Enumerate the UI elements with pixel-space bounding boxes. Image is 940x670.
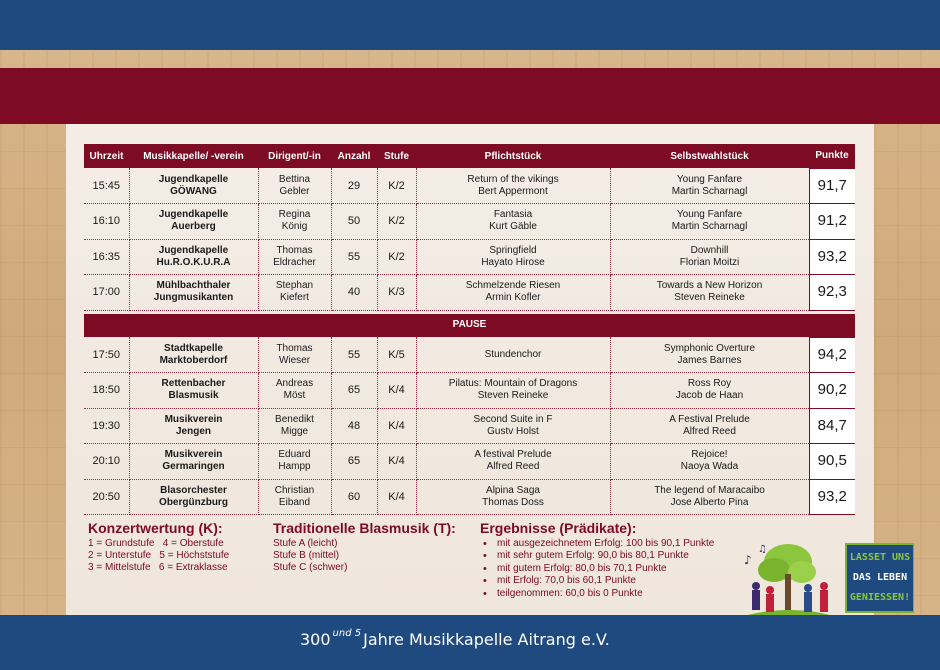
cell-conductor-text: Regina — [278, 209, 311, 221]
cell-choice-text: Martin Scharnagl — [671, 221, 748, 233]
cell-compulsory — [416, 408, 610, 444]
results-list — [480, 538, 714, 600]
cell-conductor — [258, 239, 331, 275]
cell-time-text: 20:50 — [92, 490, 121, 503]
footer-prefix: 300 — [300, 630, 331, 649]
cell-level-text: K/2 — [388, 179, 405, 192]
cell-time-text: 16:10 — [92, 215, 121, 228]
header-choice: Selbstwahlstück — [610, 144, 809, 168]
table-row — [84, 168, 855, 204]
cell-compulsory-text: Return of the vikings — [467, 173, 559, 185]
cell-choice — [610, 275, 809, 311]
cell-compulsory — [416, 168, 610, 204]
result-item: • mit gutem Erfolg: 80,0 bis 70,1 Punkte — [480, 563, 714, 575]
cell-time-text: 17:00 — [92, 286, 121, 299]
cell-level-text: K/4 — [388, 455, 405, 468]
cell-points-text: 90,2 — [817, 381, 847, 399]
cell-points-text: 90,5 — [817, 452, 847, 470]
cell-choice-text: Young Fanfare — [676, 209, 743, 221]
cell-level — [377, 444, 416, 480]
result-item: • mit sehr gutem Erfolg: 90,0 bis 80,1 Punkte — [480, 550, 714, 562]
cell-compulsory-text: Second Suite in F — [473, 413, 553, 425]
cell-time — [84, 275, 129, 311]
cell-choice-text: The legend of Maracaibo — [654, 484, 765, 496]
table-row — [84, 239, 855, 275]
cell-time — [84, 373, 129, 409]
cell-conductor — [258, 204, 331, 240]
cell-count — [331, 239, 377, 275]
cell-compulsory — [416, 337, 610, 373]
cell-points — [809, 239, 855, 275]
cell-band-text: Musikverein — [164, 413, 223, 425]
header-conductor: Dirigent/-in — [258, 144, 331, 168]
cell-time — [84, 408, 129, 444]
cell-count-text: 55 — [347, 250, 361, 263]
cell-compulsory — [416, 479, 610, 515]
cell-choice-text: Martin Scharnagl — [671, 185, 748, 197]
cell-choice-text: James Barnes — [677, 354, 742, 366]
cell-conductor-text: Wieser — [278, 354, 311, 366]
legend-concert-title: Konzertwertung (K): — [88, 520, 223, 536]
cell-conductor-text: Thomas — [276, 342, 313, 354]
cell-level — [377, 479, 416, 515]
cell-count — [331, 337, 377, 373]
cell-time-text: 17:50 — [92, 348, 121, 361]
cell-conductor-text: Kiefert — [280, 292, 309, 304]
cell-choice — [610, 408, 809, 444]
cell-band — [129, 239, 258, 275]
cell-points-text: 93,2 — [817, 487, 847, 505]
cell-compulsory-text: Stundenchor — [484, 348, 542, 360]
table-row — [84, 444, 855, 480]
cell-band-text: Marktoberdorf — [159, 354, 228, 366]
cell-compulsory-text: Alpina Saga — [486, 484, 540, 496]
cell-level — [377, 239, 416, 275]
cell-compulsory-text: Springfield — [489, 244, 537, 256]
table-row — [84, 275, 855, 311]
cell-conductor — [258, 408, 331, 444]
cell-points — [809, 168, 855, 204]
cell-count — [331, 479, 377, 515]
legend-traditional-line: Stufe A (leicht) — [273, 538, 338, 549]
cell-choice-text: Rejoice! — [691, 449, 728, 461]
cell-time — [84, 168, 129, 204]
results-table — [84, 144, 855, 515]
cell-points — [809, 204, 855, 240]
cell-count-text: 60 — [347, 490, 361, 503]
cell-conductor — [258, 373, 331, 409]
cell-band — [129, 444, 258, 480]
cell-conductor-text: Eduard — [278, 449, 311, 461]
result-item: • teilgenommen: 60,0 bis 0 Punkte — [480, 588, 714, 600]
cell-count-text: 48 — [347, 419, 361, 432]
cell-choice-text: Downhill — [690, 244, 729, 256]
cell-compulsory — [416, 444, 610, 480]
cell-compulsory — [416, 373, 610, 409]
cell-compulsory — [416, 239, 610, 275]
footer-superscript: und 5 — [332, 628, 362, 639]
cell-choice-text: Naoya Wada — [680, 461, 739, 473]
cell-choice — [610, 373, 809, 409]
cell-band-text: Jugendkapelle — [158, 173, 229, 185]
cell-choice-text: A Festival Prelude — [669, 413, 750, 425]
legend-traditional-line: Stufe C (schwer) — [273, 562, 348, 573]
cell-time-text: 18:50 — [92, 384, 121, 397]
cell-level — [377, 337, 416, 373]
cell-choice-text: Steven Reineke — [674, 292, 745, 304]
header-time: Uhrzeit — [84, 144, 129, 168]
cell-count-text: 40 — [347, 286, 361, 299]
cell-time — [84, 444, 129, 480]
tree-musicians-illustration — [736, 544, 846, 622]
top-blue-bar — [0, 0, 940, 50]
cell-points-text: 91,2 — [817, 212, 847, 230]
legend-concert-line: 3 = Mittelstufe 6 = Extraklasse — [88, 562, 228, 573]
cell-conductor-text: Migge — [280, 425, 309, 437]
header-level: Stufe — [377, 144, 416, 168]
header-band: Musikkapelle/ -verein — [129, 144, 258, 168]
cell-points — [809, 275, 855, 311]
table-row — [84, 204, 855, 240]
cell-choice — [610, 444, 809, 480]
cell-level — [377, 275, 416, 311]
cell-count-text: 50 — [347, 215, 361, 228]
logo-line-3: GENIESSEN! — [849, 592, 911, 603]
cell-conductor — [258, 479, 331, 515]
cell-count — [331, 275, 377, 311]
cell-band — [129, 168, 258, 204]
cell-time — [84, 239, 129, 275]
footer-title — [300, 628, 610, 649]
cell-level — [377, 408, 416, 444]
legend-concert-line: 1 = Grundstufe 4 = Oberstufe — [88, 538, 224, 549]
cell-points-text: 84,7 — [817, 416, 847, 434]
cell-level-text: K/5 — [388, 348, 405, 361]
cell-compulsory — [416, 275, 610, 311]
cell-band-text: Germaringen — [162, 461, 225, 473]
cell-count — [331, 444, 377, 480]
cell-compulsory-text: Steven Reineke — [477, 390, 549, 402]
results-title: Ergebnisse (Prädikate): — [480, 520, 637, 536]
cell-points-text: 91,7 — [817, 176, 847, 194]
cell-conductor-text: Möst — [283, 390, 306, 402]
cell-band-text: Blasorchester — [160, 484, 227, 496]
cell-compulsory-text: Pilatus: Mountain of Dragons — [448, 378, 578, 390]
cell-band-text: Musikverein — [164, 449, 223, 461]
cell-points-text: 92,3 — [817, 283, 847, 301]
cell-band — [129, 204, 258, 240]
cell-band-text: Jungmusikanten — [153, 292, 234, 304]
cell-compulsory-text: Bert Appermont — [478, 185, 548, 197]
cell-level-text: K/2 — [388, 215, 405, 228]
cell-time-text: 15:45 — [92, 179, 121, 192]
cell-conductor-text: Gebler — [279, 185, 310, 197]
cell-time-text: 20:10 — [92, 455, 121, 468]
cell-choice-text: Alfred Reed — [683, 425, 736, 437]
cell-time-text: 16:35 — [92, 250, 121, 263]
cell-choice-text: Towards a New Horizon — [656, 280, 763, 292]
results-legend — [480, 520, 714, 600]
cell-band-text: Obergünzburg — [159, 496, 228, 508]
cell-points-text: 94,2 — [817, 345, 847, 363]
legend-concert — [88, 520, 229, 574]
cell-band-text: Mühlbachthaler — [156, 280, 231, 292]
pause-label: PAUSE — [84, 314, 855, 337]
cell-level-text: K/4 — [388, 490, 405, 503]
cell-conductor-text: Christian — [274, 484, 315, 496]
table-header-row — [84, 144, 855, 168]
table-row — [84, 479, 855, 515]
cell-choice-text: Florian Moitzi — [679, 256, 740, 268]
cell-conductor-text: Andreas — [275, 378, 314, 390]
cell-conductor-text: Thomas — [276, 244, 313, 256]
cell-band-text: Blasmusik — [168, 390, 219, 402]
cell-band-text: Jugendkapelle — [158, 209, 229, 221]
cell-time-text: 19:30 — [92, 419, 121, 432]
cell-count — [331, 408, 377, 444]
cell-points — [809, 444, 855, 480]
cell-conductor-text: Benedikt — [275, 413, 314, 425]
cell-conductor — [258, 275, 331, 311]
svg-text:♫: ♫ — [758, 544, 767, 555]
cell-compulsory-text: Gustv Holst — [487, 425, 539, 437]
cell-choice — [610, 204, 809, 240]
cell-level — [377, 168, 416, 204]
cell-compulsory — [416, 204, 610, 240]
cell-choice — [610, 479, 809, 515]
legend-traditional-line: Stufe B (mittel) — [273, 550, 340, 561]
title-band — [0, 68, 940, 124]
cell-band-text: Jengen — [175, 425, 211, 437]
cell-points — [809, 337, 855, 373]
cell-count — [331, 168, 377, 204]
table-row — [84, 337, 855, 373]
festival-logo — [736, 540, 914, 622]
cell-conductor — [258, 168, 331, 204]
cell-conductor-text: Eldracher — [273, 256, 316, 268]
cell-compulsory-text: Kurt Gäble — [489, 221, 537, 233]
cell-count — [331, 204, 377, 240]
cell-choice-text: Ross Roy — [687, 378, 732, 390]
cell-count-text: 55 — [347, 348, 361, 361]
rows-after-pause — [84, 337, 855, 515]
result-item: • mit Erfolg: 70,0 bis 60,1 Punkte — [480, 575, 714, 587]
cell-compulsory-text: Hayato Hirose — [481, 256, 545, 268]
cell-compulsory-text: Fantasia — [493, 209, 533, 221]
cell-points — [809, 408, 855, 444]
cell-band — [129, 479, 258, 515]
header-points: Punkte — [809, 144, 855, 168]
cell-band — [129, 408, 258, 444]
cell-band — [129, 275, 258, 311]
cell-band — [129, 337, 258, 373]
pause-row — [84, 314, 855, 337]
cell-conductor — [258, 444, 331, 480]
cell-count — [331, 373, 377, 409]
cell-compulsory-text: Thomas Doss — [482, 496, 544, 508]
cell-band-text: Stadtkapelle — [164, 342, 223, 354]
cell-time — [84, 337, 129, 373]
cell-points-text: 93,2 — [817, 247, 847, 265]
cell-band — [129, 373, 258, 409]
cell-choice — [610, 239, 809, 275]
cell-compulsory-text: A festival Prelude — [474, 449, 552, 461]
cell-level-text: K/2 — [388, 250, 405, 263]
logo-line-1: LASSET UNS — [849, 552, 911, 563]
cell-points — [809, 373, 855, 409]
cell-points — [809, 479, 855, 515]
legend-traditional-title: Traditionelle Blasmusik (T): — [273, 520, 456, 536]
cell-level-text: K/4 — [388, 419, 405, 432]
cell-choice-text: Jacob de Haan — [675, 390, 744, 402]
cell-conductor-text: Bettina — [278, 173, 311, 185]
cell-count-text: 29 — [347, 179, 361, 192]
cell-level — [377, 204, 416, 240]
cell-choice — [610, 168, 809, 204]
table-row — [84, 373, 855, 409]
cell-conductor — [258, 337, 331, 373]
cell-time — [84, 479, 129, 515]
cell-band-text: Jugendkapelle — [158, 244, 229, 256]
result-item: • mit ausgezeichnetem Erfolg: 100 bis 90,1 Punkte — [480, 538, 714, 550]
table-row — [84, 408, 855, 444]
cell-count-text: 65 — [347, 384, 361, 397]
cell-conductor-text: Stephan — [275, 280, 314, 292]
cell-band-text: Hu.R.O.K.U.R.A — [156, 256, 231, 268]
cell-band-text: GÖWANG — [170, 185, 217, 197]
header-compulsory: Pflichtstück — [416, 144, 610, 168]
rows-before-pause — [84, 168, 855, 310]
footer-suffix: Jahre Musikkapelle Aitrang e.V. — [363, 630, 610, 649]
cell-choice-text: Young Fanfare — [676, 173, 743, 185]
cell-compulsory-text: Alfred Reed — [486, 461, 540, 473]
cell-band-text: Rettenbacher — [161, 378, 226, 390]
svg-text:♪: ♪ — [744, 553, 752, 567]
cell-choice-text: Symphonic Overture — [663, 342, 756, 354]
cell-conductor-text: Eiband — [278, 496, 311, 508]
logo-line-2: DAS LEBEN — [852, 572, 908, 583]
cell-conductor-text: Hampp — [278, 461, 311, 473]
cell-level — [377, 373, 416, 409]
cell-choice — [610, 337, 809, 373]
cell-compulsory-text: Armin Kofler — [485, 292, 541, 304]
cell-conductor-text: König — [281, 221, 308, 233]
cell-level-text: K/3 — [388, 286, 405, 299]
header-count: Anzahl — [331, 144, 377, 168]
cell-compulsory-text: Schmelzende Riesen — [465, 280, 561, 292]
cell-count-text: 65 — [347, 455, 361, 468]
cell-band-text: Auerberg — [171, 221, 216, 233]
cell-time — [84, 204, 129, 240]
cell-choice-text: Jose Alberto Pina — [670, 496, 749, 508]
legend-concert-line: 2 = Unterstufe 5 = Höchststufe — [88, 550, 230, 561]
cell-level-text: K/4 — [388, 384, 405, 397]
legend-traditional — [273, 520, 456, 574]
